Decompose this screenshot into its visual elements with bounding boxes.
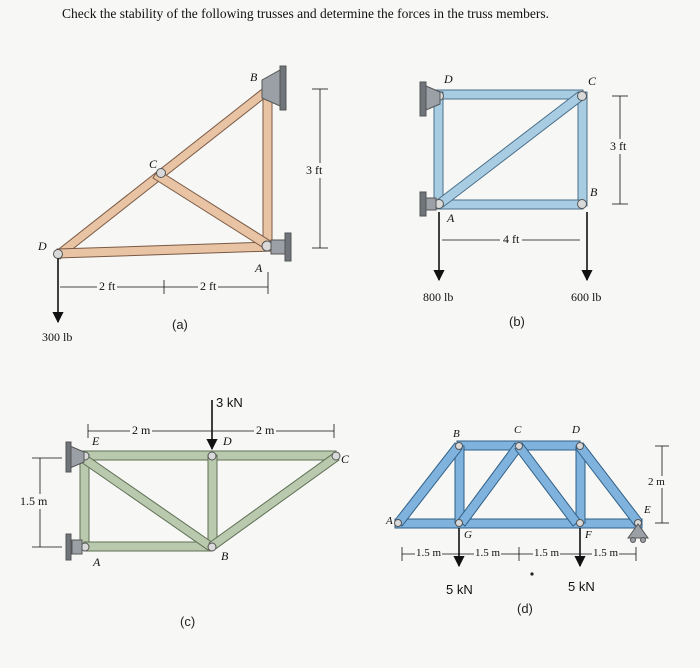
truss-d-load-right: 5 kN (568, 579, 595, 594)
stray-dot (530, 572, 533, 575)
truss-a-load: 300 lb (42, 330, 73, 344)
truss-c-dim-right: 2 m (256, 423, 275, 437)
truss-d-label-d: D (572, 424, 580, 436)
truss-c-dim-height: 1.5 m (20, 494, 48, 508)
truss-c (32, 400, 340, 560)
truss-d-span-4: 1.5 m (593, 547, 619, 559)
truss-b-label-b: B (590, 185, 598, 199)
truss-b-load-right: 600 lb (571, 290, 602, 304)
truss-d-members (395, 441, 642, 528)
truss-d-label-f: F (585, 529, 592, 541)
truss-d-joint-f (577, 520, 584, 527)
truss-c-label-e: E (92, 434, 100, 448)
truss-a-support-a (271, 233, 291, 261)
truss-c-label-c: C (341, 452, 350, 466)
truss-c-label-b: B (221, 549, 229, 563)
truss-b-load-left: 800 lb (423, 290, 454, 304)
truss-c-joint-d (208, 452, 216, 460)
truss-d-span-3: 1.5 m (534, 547, 560, 559)
truss-a-dim-height: 3 ft (306, 163, 323, 177)
truss-d-caption: (d) (517, 601, 533, 616)
truss-c-load: 3 kN (216, 395, 243, 410)
truss-a-label-a: A (255, 261, 263, 275)
truss-c-dim-left: 2 m (132, 423, 151, 437)
truss-b-dim-width: 4 ft (500, 232, 522, 247)
truss-d-joint-g (456, 520, 463, 527)
truss-b-label-a: A (447, 211, 455, 225)
truss-d-joint-b (456, 443, 463, 450)
truss-a-label-b: B (250, 70, 258, 84)
truss-b-joint-c (578, 92, 587, 101)
truss-d-joint-c (516, 443, 523, 450)
truss-c-members (80, 451, 339, 551)
truss-c-label-a: A (93, 555, 101, 569)
truss-d-label-b: B (453, 428, 460, 440)
truss-d-load-left: 5 kN (446, 582, 473, 597)
truss-b (420, 82, 628, 280)
truss-c-joint-b (208, 543, 216, 551)
truss-d-span-2: 1.5 m (475, 547, 501, 559)
truss-d-joint-a (395, 520, 402, 527)
truss-b-label-d: D (444, 72, 453, 86)
truss-a-label-d: D (38, 239, 47, 253)
truss-b-members (434, 90, 587, 209)
truss-a-label-c: C (149, 157, 158, 171)
problem-heading: Check the stability of the following trusses and determine the forces in the truss members. (62, 6, 550, 21)
truss-d-label-e: E (644, 504, 651, 516)
truss-d-label-g: G (464, 529, 472, 541)
truss-b-joint-b (578, 200, 587, 209)
truss-c-label-d: D (223, 434, 232, 448)
truss-a-caption: (a) (172, 317, 188, 332)
truss-a-dim-left: 2 ft (99, 279, 116, 293)
truss-c-caption: (c) (180, 614, 196, 629)
truss-a-joint-d (54, 250, 63, 259)
truss-a (54, 66, 329, 322)
truss-d-label-a: A (386, 515, 393, 527)
truss-b-dim-height: 3 ft (610, 139, 627, 153)
truss-b-caption: (b) (509, 314, 525, 329)
truss-d-joint-d (577, 443, 584, 450)
truss-a-dim-right: 2 ft (200, 279, 217, 293)
truss-d-dim-height: 2 m (648, 476, 665, 488)
truss-a-joint-c (157, 169, 166, 178)
truss-d-label-c: C (514, 424, 522, 436)
truss-c-joint-c (332, 452, 340, 460)
truss-d-span-1: 1.5 m (416, 547, 442, 559)
truss-b-label-c: C (588, 74, 597, 88)
